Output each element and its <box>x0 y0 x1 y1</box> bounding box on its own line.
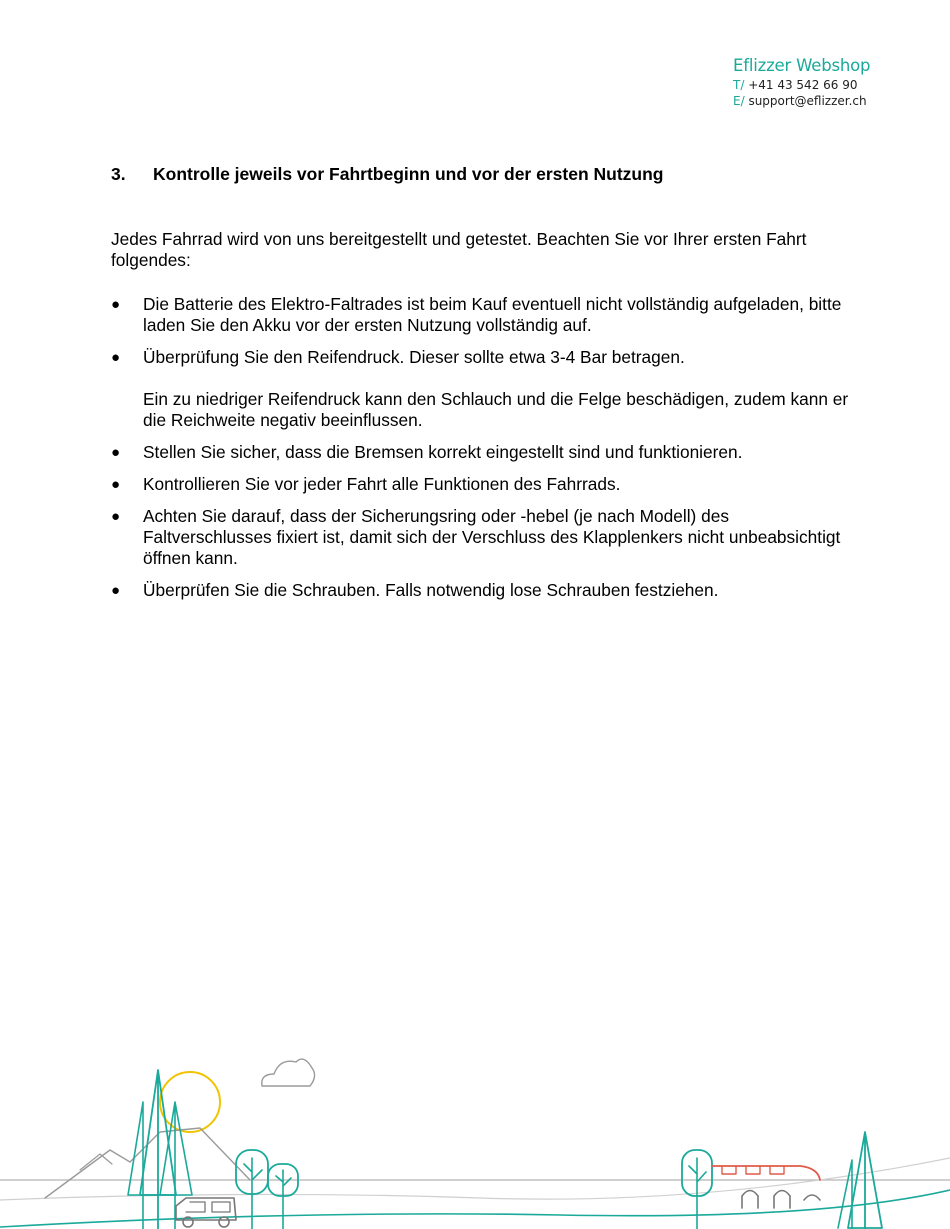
list-item-text: Die Batterie des Elektro-Faltrades ist beim Kauf eventuell nicht vollständig aufgeladen, bitte laden Sie den Akku vor der ersten Nutzung vollständig auf. <box>143 294 842 335</box>
viaduct-icon <box>742 1191 820 1209</box>
section-heading <box>111 163 871 185</box>
sun-icon <box>160 1072 220 1132</box>
phone-line <box>733 77 933 93</box>
bullet-icon: ● <box>111 582 121 599</box>
section-title: Kontrolle jeweils vor Fahrtbeginn und vor der ersten Nutzung <box>153 164 664 184</box>
email-prefix: E/ <box>733 94 745 108</box>
list-item <box>111 580 851 601</box>
list-item <box>111 474 851 495</box>
list-item-text: Achten Sie darauf, dass der Sicherungsring oder -hebel (je nach Modell) des Faltverschlusses fixiert ist, damit sich der Verschluss des Klapplenkers nicht unbeabsichtigt öffnen kann. <box>143 506 841 568</box>
list-item <box>111 347 851 431</box>
bullet-icon: ● <box>111 296 121 313</box>
section-number: 3. <box>111 164 126 184</box>
list-item-subparagraph: Ein zu niedriger Reifendruck kann den Schlauch und die Felge beschädigen, zudem kann er die Reichweite negativ beeinflussen. <box>143 389 849 430</box>
list-item <box>111 506 851 569</box>
phone-number: +41 43 542 66 90 <box>748 78 858 92</box>
list-item-text: Überprüfung Sie den Reifendruck. Dieser sollte etwa 3-4 Bar betragen. <box>143 347 685 367</box>
list-item-text: Kontrollieren Sie vor jeder Fahrt alle Funktionen des Fahrrads. <box>143 474 621 494</box>
company-name: Eflizzer Webshop <box>733 56 871 75</box>
bullet-icon: ● <box>111 444 121 461</box>
email-line <box>733 93 933 109</box>
intro-paragraph: Jedes Fahrrad wird von uns bereitgestellt und getestet. Beachten Sie vor Ihrer ersten Fahrt folgendes: <box>111 229 807 270</box>
train-icon <box>712 1166 820 1180</box>
list-item <box>111 442 851 463</box>
list-item-text: Stellen Sie sicher, dass die Bremsen korrekt eingestellt sind und funktionieren. <box>143 442 743 462</box>
email-address: support@eflizzer.ch <box>748 94 867 108</box>
cloud-icon <box>262 1059 315 1086</box>
bullet-icon: ● <box>111 349 121 366</box>
checklist <box>111 294 851 612</box>
bullet-icon: ● <box>111 508 121 525</box>
phone-prefix: T/ <box>733 78 745 92</box>
bullet-icon: ● <box>111 476 121 493</box>
list-item-text: Überprüfen Sie die Schrauben. Falls notwendig lose Schrauben festziehen. <box>143 580 719 600</box>
list-item <box>111 294 851 336</box>
letterhead <box>733 55 933 109</box>
pine-tree-icon <box>128 1102 158 1229</box>
landscape-illustration <box>0 1040 950 1229</box>
pine-tree-icon <box>140 1070 176 1229</box>
